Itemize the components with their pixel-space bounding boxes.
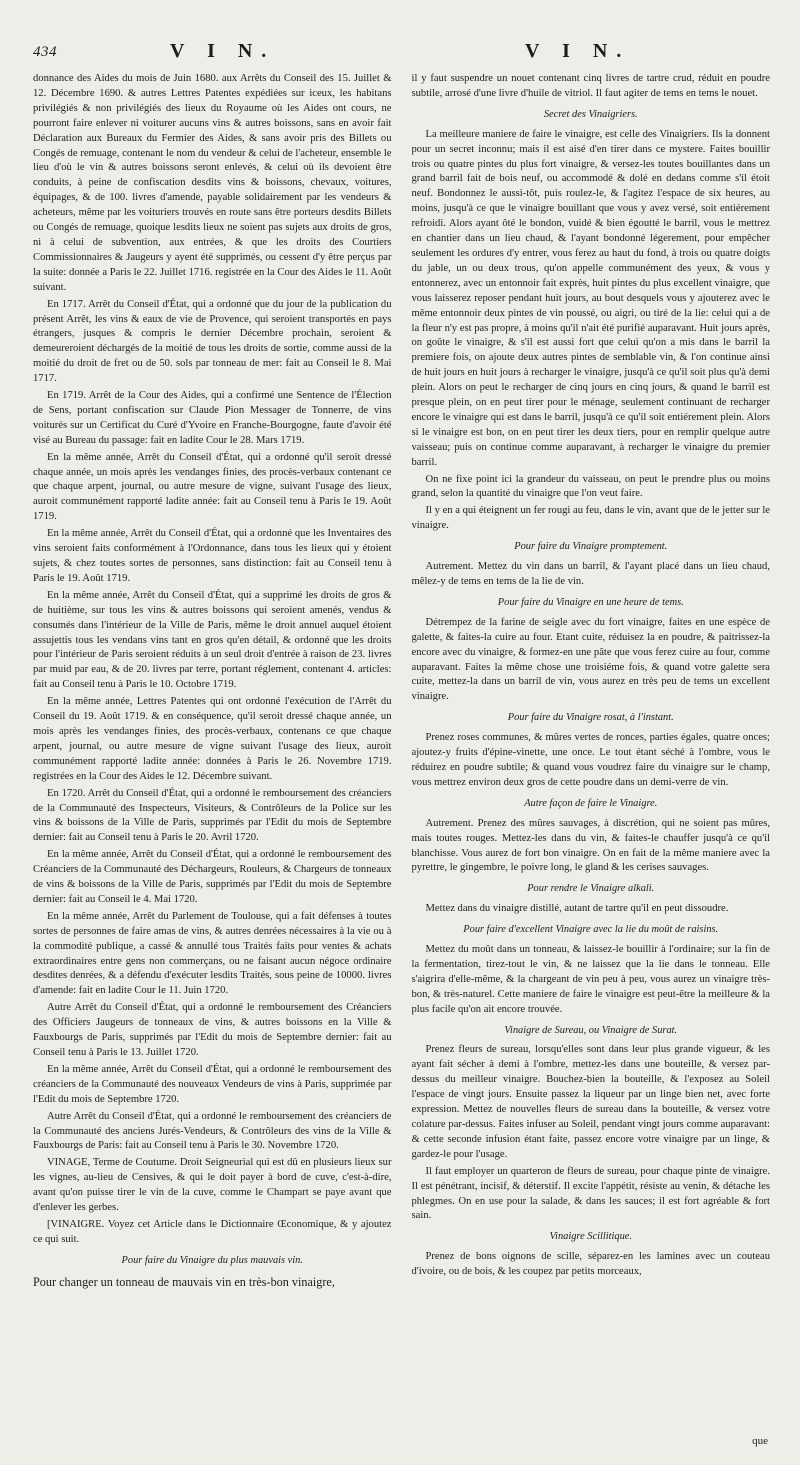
paragraph: En la même année, Arrêt du Parlement de Toulouse, qui a fait défenses à toutes sortes de personnes de faire amas de vins, & autres denrées nécessaires à la vie ou à la commodité publique, a cassé & annullé tous Traités faits pour ventes & achats extraordinaires entre gens non commerçans, ou ne faisant aucun négoce ordinaire desdites denrées, & a défendu d'exécuter lesdits Traités, sous peine de 10000. livres d'amende: fait en ladite Cour le 11. Juin 1720. — [33, 910, 392, 997]
paragraph: Prenez de bons oignons de scille, séparez-en les lamines avec un couteau d'ivoire, ou de bois, & les coupez par petits morceaux, — [411, 1251, 770, 1278]
paragraph: En 1720. Arrêt du Conseil d'État, qui a ordonné le remboursement des créanciers de la Communauté des Inspecteurs, Visiteurs, & Contrôleurs de la Police sur les vins & boissons de la Ville de Paris, supprimés par l'Edit du mois de Septembre dernier: fait au Conseil tenu à Paris le 20. Avril 1720. — [33, 787, 392, 844]
section-heading: Pour faire du Vinaigre rosat, à l'instant. — [507, 712, 674, 724]
paragraph: En 1717. Arrêt du Conseil d'État, qui a ordonné que du jour de la publication du présent Arrêt, les vins & eaux de vie de Provence, qui seroient transportés en pays étrangers, jusques & compris le dernier Décembre prochain, seroient & demeureroient déchargés de la moitié de tous les droits de sortie, comme aussi de la moitié du droit de fret ou de 50. sols par tonneau de mer: fait au Conseil le 8. Mai 1717. — [33, 298, 392, 385]
paragraph: En 1719. Arrêt de la Cour des Aides, qui a confirmé une Sentence de l'Élection de Sens, portant confiscation sur Claude Pion Messager de Tonnerre, de vins voiturés sur un Certificat du Curé d'Yvoire en Franche-Bourgogne, faute d'avoir été visé au Bureau du passage: fait en ladite Cour le 28. Mars 1719. — [33, 390, 392, 446]
paragraph: En la même année, Lettres Patentes qui ont ordonné l'exécution de l'Arrêt du Conseil du 19. Août 1719. & en conséquence, qu'il seroit dressé chaque année, un mois après les vendanges finies, des procès-verbaux, contenans ce que chaque arpent, journal, ou autre mesure de vigne suivant l'usage des lieux, auroit communément rapporté ladite année: données à Paris le 26. Novembre 1719. registrées en la Cour des Aides le 12. Décembre suivant. — [33, 696, 392, 782]
paragraph: Autre Arrêt du Conseil d'État, qui a ordonné le remboursement des créanciers de la Communauté des anciens Jurés-Vendeurs, & Contrôleurs des vins de la Ville & Fauxbourgs de Paris: fait au Conseil tenu à Paris le 30. Novembre 1720. — [33, 1110, 392, 1152]
paragraph: Mettez du moût dans un tonneau, & laissez-le bouillir à l'ordinaire; sur la fin de la fermentation, tirez-tout le vin, & ne laissez que la lie dans le tonneau. Elle s'aigrira d'elle-même, & la chargeant de vin peu à peu, vous aurez un vinaigre très-bon, & très-naturel. Cette maniere de faire le vinaigre est peut-être la meilleure & la plus facile qu'on ait encore trouvée. — [411, 944, 770, 1015]
page-number: 434 — [33, 44, 57, 60]
paragraph: VINAGE, Terme de Coutume. Droit Seigneurial qui est dû en plusieurs lieux sur les vignes, au-lieu de Censives, & qui le doit payer à bord de cuve, c'est-à-dire, avant qu'on puisse tirer le vin de la cuve, comme le Champart se paye avant que d'enlever les gerbes. — [33, 1157, 392, 1214]
paragraph: En la même année, Arrêt du Conseil d'État, qui a ordonné le remboursement des créanciers de la Communauté des nouveaux Vendeurs de vins à Paris, supprimée par l'Edit du mois de Septembre 1720. — [33, 1063, 392, 1105]
paragraph: [VINAIGRE. Voyez cet Article dans le Dictionnaire Œconomique, & y ajoutez ce qui suit. — [33, 1218, 392, 1245]
section-heading: Vinaigre Scillitique. — [549, 1231, 633, 1243]
section-heading: Autre façon de faire le Vinaigre. — [524, 797, 658, 809]
paragraph: Il faut employer un quarteron de fleurs de sureau, pour chaque pinte de vinaigre. Il est pénétrant, incisif, & déterstif. Il excite l'appétit, résiste au venin, & détache les phlegmes. On en use pour la salade, & dans les sauces; il est fort agréable & fort sain. — [411, 1165, 770, 1222]
section-heading: Vinaigre de Sureau, ou Vinaigre de Surat. — [504, 1024, 678, 1036]
paragraph: donnance des Aides du mois de Juin 1680. aux Arrêts du Conseil des 15. Juillet & 12. Décembre 1690. & autres Lettres Patentes expédiées sur iceux, les habitans privilégiés & non privilégiés des lieux du Royaume où les Aides ont cours, ne pourront faire enlever ni voiturer aucuns vins & autres boissons, sans en avoir fait Déclaration aux Bureaux du Fermier des Aides, & sans avoir pris des Billets ou Congés de remuage, contenant le nom du vendeur & celui de l'acheteur, ensemble le lieu d'où le vin & autres boissons seront enlevés, & celui où ils devoient être conduits, à peine de confiscation desdits vins & boissons, chevaux, voitures, équipages, & de 100. livres d'amende, payable solidairement par les vendeurs & acheteurs, même par les voituriers trouvés en route sans être porteurs desdits Billets ou Congés de remuage, quoique lesdits lieux ne soient pas sujets aux droits de gros, ni à celui de subvention, aux entrées, & que les droits des Courtiers Commissionnaires & Jaugeurs y ayent été supprimés, ou cessent d'y être perçus par la suite: donnée a Paris le 22. Juillet 1716. registrée en la Cour des Aides le 11. Août suivant. — [33, 73, 392, 293]
paragraph: Prenez roses communes, & mûres vertes de ronces, parties égales, quatre onces; ajoutez-y fruits d'épine-vinette, une once. Le tout étant séché à l'ombre, vous le réduirez en poudre subtile; & quand vous voudrez faire du vinaigre sur le champ, vous mettrez environ deux gros de cette poudre dans un demi-verre de vin. — [411, 732, 770, 788]
paragraph: Autrement. Mettez du vin dans un barril, & l'ayant placé dans un lieu chaud, mêlez-y de tems en tems de la lie de vin. — [411, 561, 770, 587]
lead-paragraph: Pour changer un tonneau de mauvais vin en très-bon vinaigre, — [33, 1274, 335, 1289]
section-heading: Pour faire du Vinaigre du plus mauvais vin. — [121, 1254, 303, 1266]
section-heading: Pour faire du Vinaigre en une heure de tems. — [497, 596, 684, 608]
paragraph: En la même année, Arrêt du Conseil d'État, qui a ordonné qu'il seroit dressé chaque année, un mois après les vendanges finies, des procès-verbaux contenant ce que chaque arpent, journal, ou autre mesure de vigne, suivant l'usage des lieux, auroit communément rapporté ladite année: fait au Conseil tenu à Paris le 19. Août 1719. — [33, 451, 392, 523]
paragraph: En la même année, Arrêt du Conseil d'État, qui a ordonné que les Inventaires des vins seroient faits conformément à l'Ordonnance, dans tous les lieux qui y étoient sujets, & chez toutes sortes de personnes, sans distinction: fait au Conseil tenu à Paris le 19. Août 1719. — [33, 528, 392, 584]
section-heading: Pour faire d'excellent Vinaigre avec la lie du moût de raisins. — [463, 924, 719, 936]
paragraph: Prenez fleurs de sureau, lorsqu'elles sont dans leur plus grande vigueur, & les ayant fait sécher à demi à l'ombre, mettez-les dans une bouteille, & versez par-dessus du meilleur vinaigre. Bouchez-bien la bouteille, & l'exposez au Soleil l'espace de vingt jours. Ensuite passez la liqueur par un linge bien net, avec forte expression. Mettez de nouvelles fleurs de sureau dans la bouteille, & versez votre colature par-dessus. Faites infuser au Soleil, pendant vingt jours comme auparavant: & cette seconde infusion étant faite, passez encore votre vinaigre par un linge, & gardez-le pour l'usage. — [411, 1044, 770, 1160]
right-column — [412, 72, 771, 1437]
section-heading: Pour faire du Vinaigre promptement. — [514, 541, 668, 553]
catchword: que — [752, 1435, 768, 1447]
paragraph: Détrempez de la farine de seigle avec du fort vinaigre, faites en une espèce de galette, & faites-la cuire au four. Etant cuite, réduisez la en poudre, & paitrissez-la encore avec du vinaigre, & formez-en une pâte que vous ferez cuire au four, comme auparavant. Faites la même chose une troisiéme fois, & quand votre galette sera cuite, mettez-la dans un barril de vin, vous aurez en très peu de tems un excellent vinaigre. — [411, 616, 770, 703]
paragraph: Il y en a qui éteignent un fer rougi au feu, dans le vin, avant que de le jetter sur le vinaigre. — [411, 505, 770, 532]
paragraph: En la même année, Arrêt du Conseil d'État, qui a ordonné le remboursement des Créanciers de la Communauté des Déchargeurs, Rouleurs, & Chargeurs de tonneaux de vins & boissons de la Ville de Paris, supprimés par l'Edit du mois de Septembre dernier: fait au Conseil le 4. Mai 1720. — [33, 849, 392, 905]
paragraph: Autrement. Prenez des mûres sauvages, à discrétion, qui ne soient pas mûres, mais toutes rouges. Mettez-les dans du vin, & faites-le chauffer jusqu'à ce qu'il blanchisse. Vous aurez de fort bon vinaigre. On en fait de la même maniere avec la pyrettre, le gingembre, le poivre long, le gland & les cerises sauvages. — [411, 817, 770, 874]
running-head-right: V I N. — [525, 40, 631, 62]
paragraph: Mettez dans du vinaigre distillé, autant de tartre qu'il en peut dissoudre. — [425, 903, 729, 915]
left-column — [33, 72, 392, 1437]
paragraph: il y faut suspendre un nouet contenant cinq livres de tartre crud, réduit en poudre subtile, arrosé d'une livre d'huile de vitriol. Il faut agiter de tems en tems le nouet. — [411, 73, 770, 99]
text-columns — [33, 72, 770, 1437]
section-heading: Pour rendre le Vinaigre alkali. — [527, 883, 655, 895]
running-head-left: V I N. — [170, 40, 276, 62]
paragraph: Autre Arrêt du Conseil d'État, qui a ordonné le remboursement des Créanciers des Officiers Jaugeurs de tonneaux de vins, & autres boissons en la Ville & Fauxbourgs de Paris, supprimés par l'Edit du mois de Septembre dernier: fait au Conseil tenu à Paris le 13. Juillet 1720. — [33, 1002, 392, 1058]
paragraph: En la même année, Arrêt du Conseil d'État, qui a supprimé les droits de gros & de huitième, sur tous les vins & autres boissons qui seroient amenés, vendus & consumés dans l'intérieur de la Ville de Paris, même le droit annuel auquel étoient assujettis tous les vendans vins tant en gros qu'en détail, & ordonné que les droits pour l'intérieur de Paris seroient réduits à un seul droit d'entrée à raison de 23. livres par muid par eau, & de 20. livres par terre, portant réglement, contenant 4. articles: fait au Conseil tenu à Paris le 10. Octobre 1719. — [33, 589, 392, 691]
paragraph: La meilleure maniere de faire le vinaigre, est celle des Vinaigriers. Ils la donnent pour un secret inconnu; mais il est aisé d'en tirer dans ce mystere. Faites bouillir trois ou quatre pintes du plus fort vinaigre, & versez-les toutes bouillantes dans un grand barril fait de bois neuf, ou accommodé & dolé en dedans comme s'il étoit neuf. Bondonnez le aussi-tôt, puis roulez-le, & l'agitez l'espace de six heures, au moins, jusqu'à ce que le vinaigre bouillant que vous y avez versé, soit entiérement refroidi. Alors ayant ôté le bondon, vuidé & bien égoutté le barril, vous le mettrez en chantier dans un lieu chaud, & l'ayant bondonné légerement, pour empêcher seulement les ordures d'y entrer, vous ferez au haut du fond, à trois ou quatre doigts du jable, un ou deux trous, qu'on appelle communément des yeux, & vous y entonnerez, avec un entonnoir fait exprès, huit pintes du plus excellent vinaigre, que vous laisserez reposer pendant huit jours, au bout desquels vous y ajouterez avec le même entonnoir deux pintes de vin poussé, ou aigri, ou tiré de la lie: celui qui a de la fleur n'y est pas propre, à moins qu'il n'ait été purifié auparavant. Huit jours après, on goûte le vinaigre, & s'il est aussi fort que celui qu'on a mis dans le barril la premiere fois, on ajoute deux autres pintes de semblable vin, & l'on continue ainsi de huit jours en huit jours à recharger le vinaigre, jusqu'à ce qu'il soit plus qu'à demi plein. Alors on peut le recharger de cinq jours en cinq jours, & quand le barril est presque plein, on en peut tirer pour le ménage, seulement continuant de recharger encore le vinaigre qui est dans le barril, jusqu'à ce qu'il soit entiérement plein. Alors si le vinaigre est bon, on en peut tirer les deux tiers, pour en remplir quelque autre vaisseau; puis on continue comme auparavant, à recharger le vinaigre du premier barril. — [411, 128, 770, 468]
section-heading: Secret des Vinaigriers. — [543, 108, 638, 120]
paragraph: On ne fixe point ici la grandeur du vaisseau, on peut le prendre plus ou moins grand, selon la quantité du vinaigre que l'on veut faire. — [411, 473, 770, 500]
